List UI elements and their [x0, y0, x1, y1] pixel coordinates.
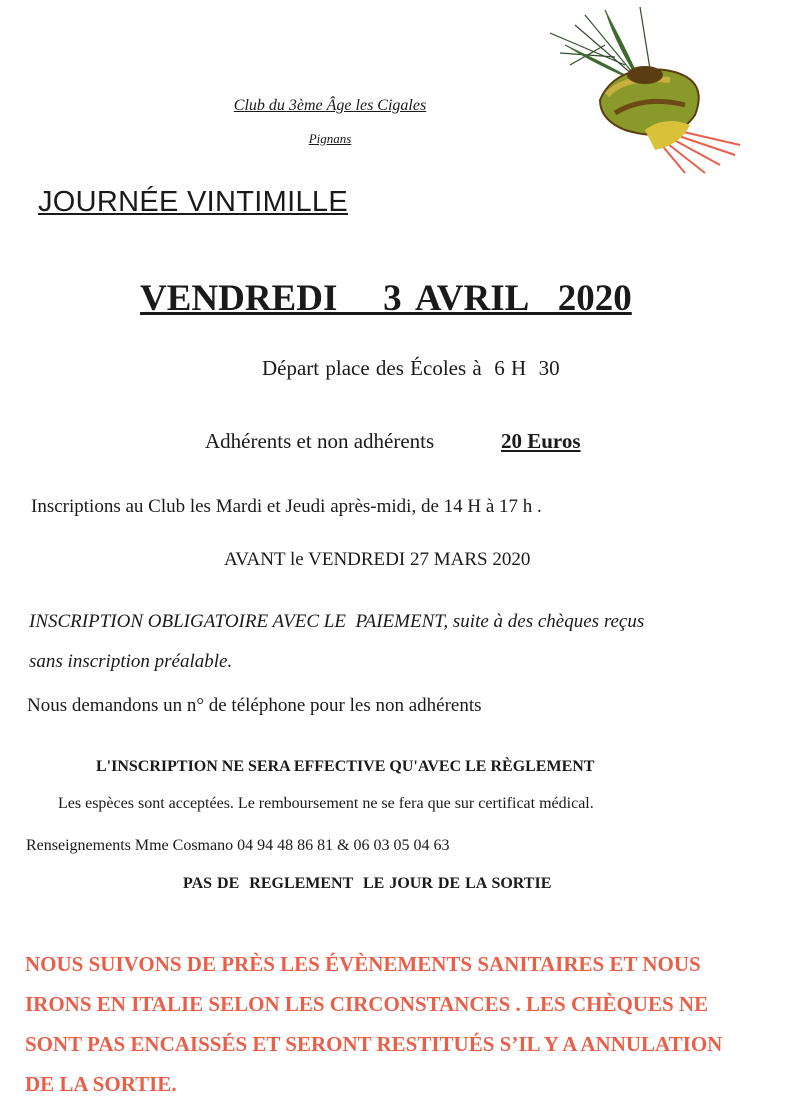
cash-refund-notice: Les espèces sont acceptées. Le remboursement ne se fera que sur certificat médical.: [58, 795, 594, 812]
warning-line-4: DE LA SORTIE.: [25, 1072, 177, 1096]
trip-title: JOURNÉE VINTIMILLE: [38, 186, 348, 218]
phone-request: Nous demandons un n° de téléphone pour les non adhérents: [27, 695, 482, 716]
no-payment-notice: PAS DE REGLEMENT LE JOUR DE LA SORTIE: [183, 875, 552, 892]
departure-info: Départ place des Écoles à 6 H 30: [262, 356, 560, 380]
mandatory-line-2: sans inscription préalable.: [29, 651, 233, 672]
payment-required-notice: L'INSCRIPTION NE SERA EFFECTIVE QU'AVEC LE RÈGLEMENT: [96, 758, 595, 775]
trip-date: VENDREDI 3 AVRIL 2020: [140, 278, 632, 319]
warning-line-2: IRONS EN ITALIE SELON LES CIRCONSTANCES . LES CHÈQUES NE: [25, 992, 709, 1016]
health-warning: [25, 944, 785, 1104]
tropical-plant-icon: [545, 5, 745, 175]
registration-schedule: Inscriptions au Club les Mardi et Jeudi après-midi, de 14 H à 17 h .: [31, 496, 542, 517]
warning-line-3: SONT PAS ENCAISSÉS ET SERONT RESTITUÉS S’IL Y A ANNULATION: [25, 1032, 723, 1056]
warning-line-1: NOUS SUIVONS DE PRÈS LES ÉVÈNEMENTS SANITAIRES ET NOUS: [25, 952, 701, 976]
contact-info: Renseignements Mme Cosmano 04 94 48 86 81 & 06 03 05 04 63: [26, 837, 450, 854]
club-name: Club du 3ème Âge les Cigales: [233, 97, 427, 114]
price-value: 20 Euros: [501, 429, 581, 453]
club-town: Pignans: [308, 131, 352, 146]
price-label: Adhérents et non adhérents: [205, 429, 435, 453]
registration-deadline: AVANT le VENDREDI 27 MARS 2020: [224, 549, 531, 570]
mandatory-payment-notice: [29, 602, 789, 682]
mandatory-line-1: INSCRIPTION OBLIGATOIRE AVEC LE PAIEMENT, suite à des chèques reçus: [29, 611, 645, 632]
